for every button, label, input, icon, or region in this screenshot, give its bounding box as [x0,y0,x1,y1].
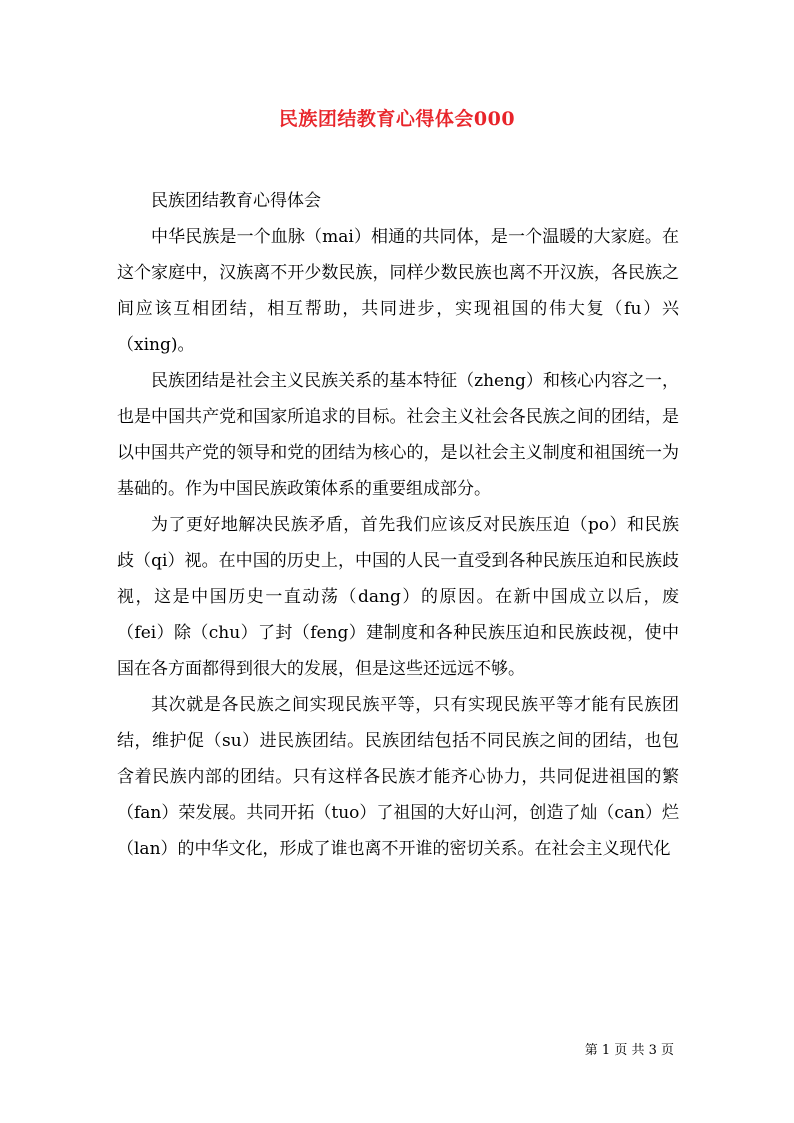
document-title: 民族团结教育心得体会000 [278,108,516,130]
document-subtitle: 民族团结教育心得体会 [151,191,321,211]
paragraph-1: 中华民族是一个血脉（mai）相通的共同体，是一个温暖的大家庭。在这个家庭中，汉族离不开少数民族，同样少数民族也离不开汉族，各民族之间应该互相团结，相互帮助，共同进步，实现祖国的伟大复（fu）兴（xing)。 [117,227,679,355]
page-number-footer: 第 1 页 共 3 页 [584,1043,674,1058]
paragraph-2: 民族团结是社会主义民族关系的基本特征（zheng）和核心内容之一，也是中国共产党和国家所追求的目标。社会主义社会各民族之间的团结，是以中国共产党的领导和党的团结为核心的，是以社会主义制度和祖国统一为基础的。作为中国民族政策体系的重要组成部分。 [117,371,679,499]
paragraph-4: 其次就是各民族之间实现民族平等，只有实现民族平等才能有民族团结，维护促（su）进民族团结。民族团结包括不同民族之间的团结，也包含着民族内部的团结。只有这样各民族才能齐心协力，共同促进祖国的繁（fan）荣发展。共同开拓（tuo）了祖国的大好山河，创造了灿（can）烂（lan）的中华文化，形成了谁也离不开谁的密切关系。在社会主义现代化 [117,695,679,859]
document-body [117,183,679,867]
paragraph-3: 为了更好地解决民族矛盾，首先我们应该反对民族压迫（po）和民族歧（qi）视。在中国的历史上，中国的人民一直受到各种民族压迫和民族歧视，这是中国历史一直动荡（dang）的原因。在新中国成立以后，废（fei）除（chu）了封（feng）建制度和各种民族压迫和民族歧视，使中国在各方面都得到很大的发展，但是这些还远远不够。 [117,515,679,679]
